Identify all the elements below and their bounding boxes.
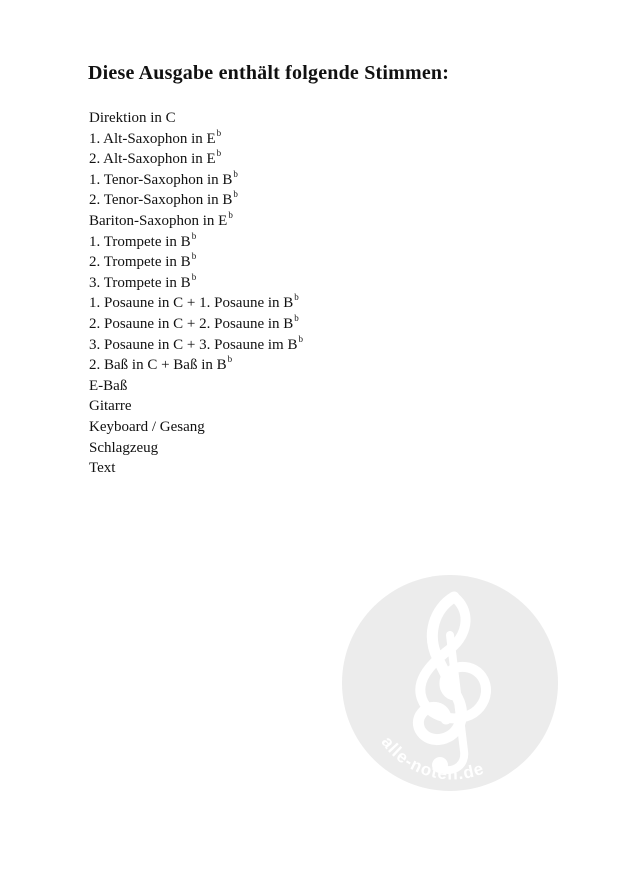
- part-item: [89, 458, 303, 479]
- part-item: [89, 335, 303, 356]
- part-item: [89, 417, 303, 438]
- part-item: [89, 355, 303, 376]
- part-name: 2. Tenor-Saxophon in B: [89, 192, 233, 209]
- part-name: 3. Trompete in B: [89, 274, 191, 291]
- flat-sign: b: [228, 209, 233, 220]
- part-name: E-Baß: [89, 377, 128, 394]
- part-name: 2. Posaune in C + 2. Posaune in B: [89, 315, 294, 332]
- part-name: 1. Alt-Saxophon in E: [89, 130, 216, 147]
- part-item: [89, 273, 303, 294]
- flat-sign: b: [216, 127, 222, 138]
- part-name: Text: [89, 460, 116, 477]
- part-item: [89, 438, 303, 459]
- part-item: [89, 252, 303, 273]
- part-item: [89, 396, 303, 417]
- part-name: 1. Posaune in C + 1. Posaune in B: [89, 295, 294, 312]
- part-name: Keyboard / Gesang: [89, 418, 205, 435]
- part-item: [89, 314, 303, 335]
- flat-sign: b: [294, 312, 299, 323]
- parts-list: [89, 108, 303, 479]
- part-item: [89, 376, 303, 397]
- part-name: Gitarre: [89, 398, 132, 415]
- flat-sign: b: [233, 189, 238, 200]
- part-item: [89, 232, 303, 253]
- flat-sign: b: [298, 333, 303, 344]
- part-item: [89, 211, 303, 232]
- part-name: 2. Baß in C + Baß in B: [89, 357, 227, 374]
- part-name: Bariton-Saxophon in E: [89, 212, 228, 229]
- part-item: [89, 149, 303, 170]
- part-name: 2. Trompete in B: [89, 254, 191, 271]
- part-name: Schlagzeug: [89, 439, 159, 456]
- flat-sign: b: [233, 168, 238, 179]
- part-item: [89, 170, 303, 191]
- flat-sign: b: [227, 354, 233, 365]
- watermark-logo: [342, 575, 558, 791]
- part-name: 3. Posaune in C + 3. Posaune im B: [89, 336, 298, 353]
- part-item: [89, 293, 303, 314]
- watermark-text: alle-noten.de: [377, 732, 487, 784]
- part-item: [89, 108, 303, 129]
- page-title: Diese Ausgabe enthält folgende Stimmen:: [88, 62, 450, 84]
- part-name: 1. Tenor-Saxophon in B: [89, 171, 233, 188]
- flat-sign: b: [216, 148, 222, 159]
- part-item: [89, 129, 303, 150]
- flat-sign: b: [191, 230, 197, 241]
- part-item: [89, 190, 303, 211]
- flat-sign: b: [294, 292, 299, 303]
- flat-sign: b: [191, 271, 197, 282]
- part-name: 2. Alt-Saxophon in E: [89, 151, 216, 168]
- flat-sign: b: [191, 251, 197, 262]
- part-name: Direktion in C: [89, 110, 176, 126]
- part-name: 1. Trompete in B: [89, 233, 191, 250]
